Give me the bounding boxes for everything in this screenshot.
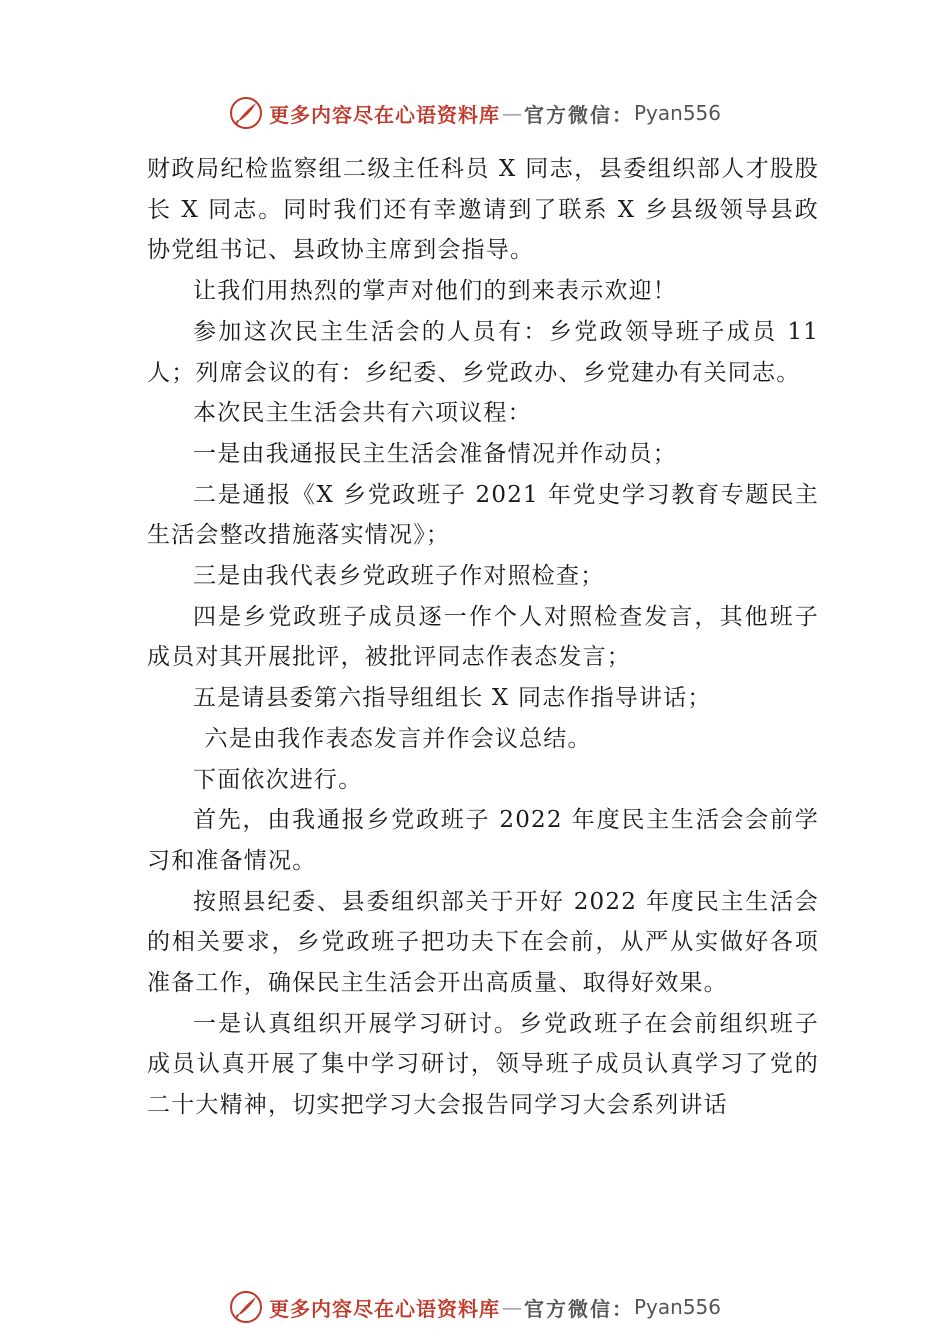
paragraph: 财政局纪检监察组二级主任科员 X 同志，县委组织部人才股股长 X 同志。同时我们还有幸邀请到了联系 X 乡县级领导县政协党组书记、县政协主席到会指导。 <box>147 156 819 264</box>
paragraph: 首先，由我通报乡党政班子 2022 年度民主生活会会前学习和准备情况。 <box>147 807 819 874</box>
watermark-wechat-label: 官方微信： <box>523 102 634 127</box>
paragraph: 一是认真组织开展学习研讨。乡党政班子在会前组织班子成员认真开展了集中学习研讨，领导班子成员认真学习了党的二十大精神，切实把学习大会报告同学习大会系列讲话 <box>147 1010 819 1119</box>
paragraph: 四是乡党政班子成员逐一作个人对照检查发言，其他班子成员对其开展批评，被批评同志作表态发言； <box>147 603 819 671</box>
footer-watermark <box>0 1290 950 1324</box>
watermark-brand-text: 更多内容尽在心语资料库 <box>268 102 500 127</box>
paragraph: 一是由我通报民主生活会准备情况并作动员； <box>193 440 677 467</box>
paragraph: 下面依次进行。 <box>193 766 363 793</box>
watermark-separator: — <box>501 101 522 125</box>
document-body <box>147 149 819 1126</box>
paragraph: 让我们用热烈的掌声对他们的到来表示欢迎！ <box>193 278 677 305</box>
paragraph: 参加这次民主生活会的人员有：乡党政领导班子成员 11 人；列席会议的有：乡纪委、乡党政办、乡党建办有关同志。 <box>147 318 819 386</box>
header-watermark <box>0 96 950 130</box>
watermark-separator: — <box>501 1295 522 1319</box>
quill-pen-logo-icon <box>229 1290 263 1324</box>
quill-pen-logo-icon <box>229 96 263 130</box>
paragraph: 本次民主生活会共有六项议程： <box>193 400 532 427</box>
paragraph: 六是由我作表态发言并作会议总结。 <box>204 725 592 752</box>
watermark-wechat-id: Pyan556 <box>633 101 721 125</box>
paragraph: 按照县纪委、县委组织部关于开好 2022 年度民主生活会的相关要求，乡党政班子把功夫下在会前，从严从实做好各项准备工作，确保民主生活会开出高质量、取得好效果。 <box>147 888 819 997</box>
paragraph: 二是通报《X 乡党政班子 2021 年党史学习教育专题民主生活会整改措施落实情况》； <box>147 481 819 549</box>
watermark-brand-text: 更多内容尽在心语资料库 <box>268 1296 500 1321</box>
watermark-wechat-id: Pyan556 <box>633 1295 721 1319</box>
paragraph: 三是由我代表乡党政班子作对照检查； <box>193 563 605 590</box>
watermark-wechat-label: 官方微信： <box>523 1296 634 1321</box>
paragraph: 五是请县委第六指导组组长 X 同志作指导讲话； <box>193 685 712 712</box>
